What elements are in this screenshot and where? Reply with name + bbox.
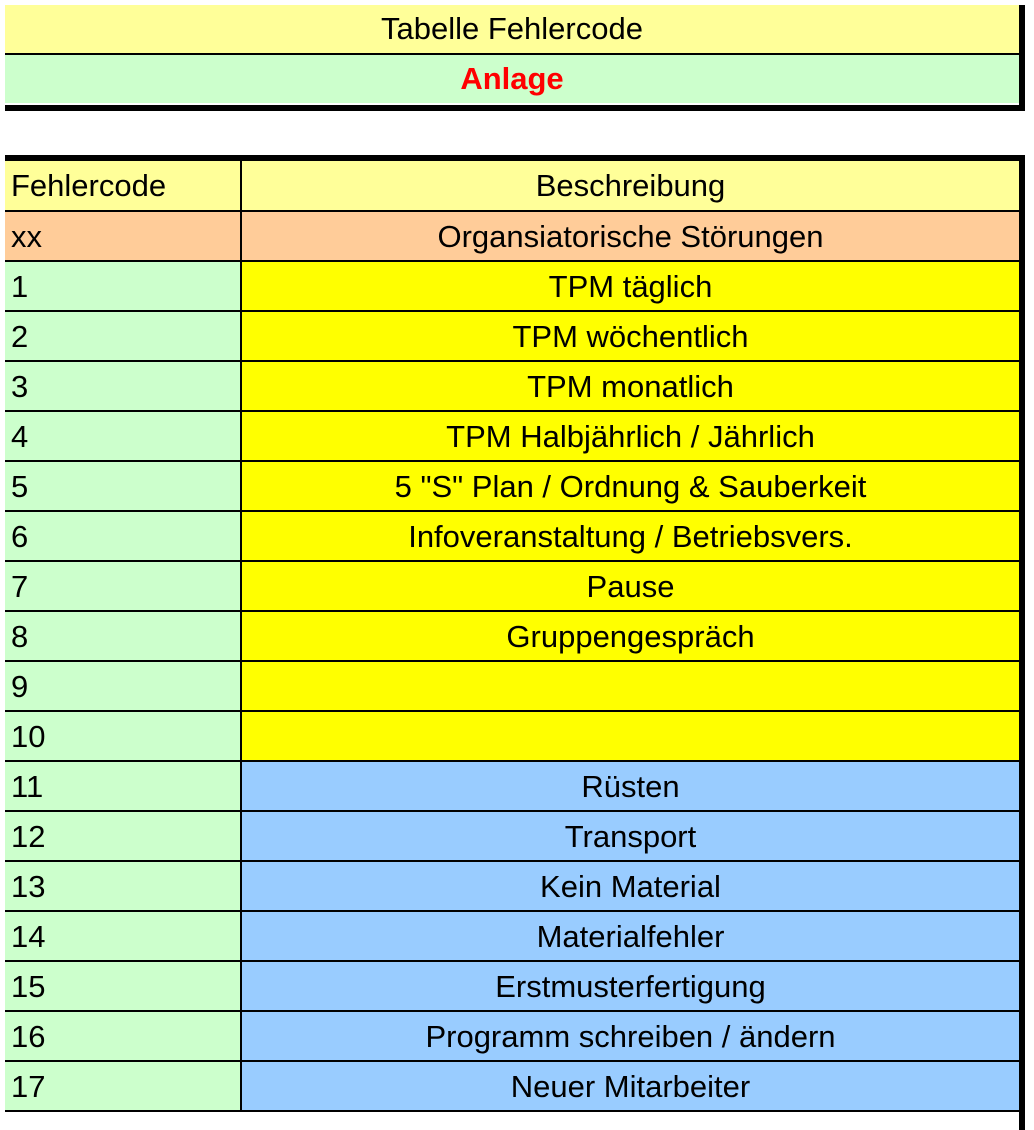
row-code: 1	[5, 261, 241, 311]
column-header-code: Fehlercode	[5, 161, 241, 211]
row-code: 13	[5, 861, 241, 911]
table-title: Tabelle Fehlercode	[5, 5, 1019, 55]
row-code: 17	[5, 1061, 241, 1111]
row-code: 7	[5, 561, 241, 611]
row-code: 5	[5, 461, 241, 511]
table-body	[5, 211, 1019, 1111]
table-row	[5, 411, 1019, 461]
table-row	[5, 811, 1019, 861]
table-row	[5, 611, 1019, 661]
row-code: 15	[5, 961, 241, 1011]
error-code-table	[5, 155, 1025, 1130]
row-description: Neuer Mitarbeiter	[241, 1061, 1019, 1111]
row-description: TPM wöchentlich	[241, 311, 1019, 361]
row-code: 9	[5, 661, 241, 711]
table-row	[5, 1011, 1019, 1061]
table-row	[5, 511, 1019, 561]
table-row	[5, 261, 1019, 311]
row-code: 4	[5, 411, 241, 461]
row-description: Rüsten	[241, 761, 1019, 811]
row-code: 3	[5, 361, 241, 411]
row-code: 12	[5, 811, 241, 861]
row-description	[241, 711, 1019, 761]
table-row	[5, 311, 1019, 361]
table-row	[5, 711, 1019, 761]
row-description: Programm schreiben / ändern	[241, 1011, 1019, 1061]
column-header-row	[5, 161, 1019, 211]
group-description: Organsiatorische Störungen	[241, 211, 1019, 261]
table-row	[5, 961, 1019, 1011]
row-code: 16	[5, 1011, 241, 1061]
row-description: Kein Material	[241, 861, 1019, 911]
row-code: 11	[5, 761, 241, 811]
row-description: Gruppengespräch	[241, 611, 1019, 661]
row-description: Erstmusterfertigung	[241, 961, 1019, 1011]
column-header-description: Beschreibung	[241, 161, 1019, 211]
row-description: 5 "S" Plan / Ordnung & Sauberkeit	[241, 461, 1019, 511]
row-code: 2	[5, 311, 241, 361]
row-code: 14	[5, 911, 241, 961]
table-row	[5, 561, 1019, 611]
table-row	[5, 1061, 1019, 1111]
row-code: 10	[5, 711, 241, 761]
table-row	[5, 361, 1019, 411]
table-row	[5, 461, 1019, 511]
table-subtitle: Anlage	[5, 55, 1019, 103]
row-description: TPM monatlich	[241, 361, 1019, 411]
error-code-grid	[5, 161, 1019, 1112]
row-description: Transport	[241, 811, 1019, 861]
table-row	[5, 911, 1019, 961]
row-description: Pause	[241, 561, 1019, 611]
row-description: TPM täglich	[241, 261, 1019, 311]
table-row	[5, 661, 1019, 711]
row-code: 6	[5, 511, 241, 561]
row-description: Materialfehler	[241, 911, 1019, 961]
row-description: Infoveranstaltung / Betriebsvers.	[241, 511, 1019, 561]
table-row	[5, 861, 1019, 911]
table-title-block	[5, 5, 1025, 111]
group-code: xx	[5, 211, 241, 261]
row-description: TPM Halbjährlich / Jährlich	[241, 411, 1019, 461]
table-row	[5, 761, 1019, 811]
group-row	[5, 211, 1019, 261]
row-code: 8	[5, 611, 241, 661]
row-description	[241, 661, 1019, 711]
